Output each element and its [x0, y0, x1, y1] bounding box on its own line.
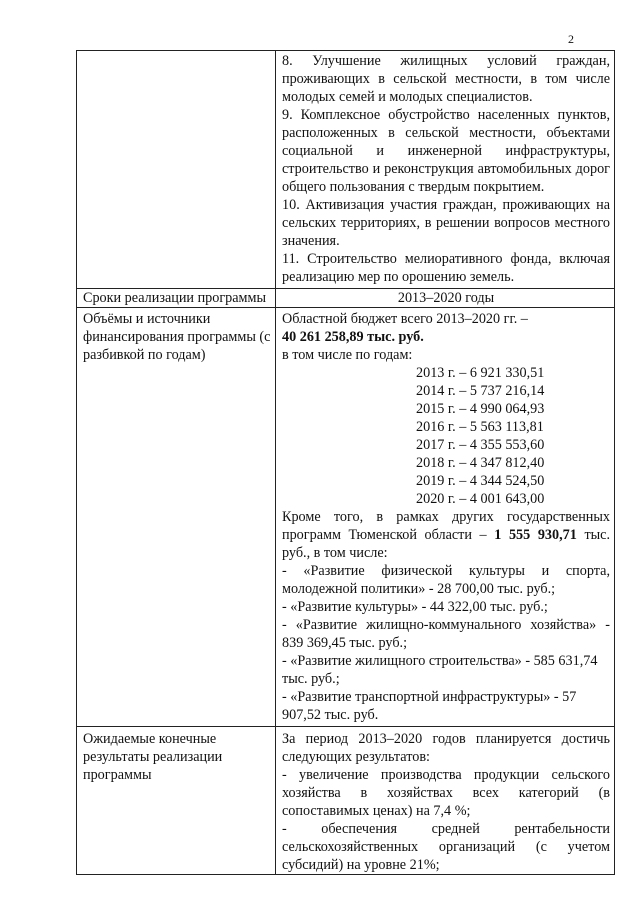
results-row: [77, 727, 615, 875]
funding-year: 2019 г. – 4 344 524,50: [416, 473, 545, 489]
other-program-item: - «Развитие жилищно-коммунального хозяйства» - 839 369,45 тыс. руб.;: [282, 617, 610, 651]
goals-label-cell: [77, 51, 276, 289]
funding-row: [77, 308, 615, 727]
other-program-item: - «Развитие транспортной инфраструктуры» - 57 907,52 тыс. руб.: [282, 689, 577, 723]
funding-intro: Областной бюджет всего 2013–2020 гг. –: [282, 311, 528, 327]
results-intro: За период 2013–2020 годов планируется достичь следующих результатов:: [282, 731, 610, 765]
other-program-item: - «Развитие физической культуры и спорта, молодежной политики» - 28 700,00 тыс. руб.;: [282, 563, 610, 597]
funding-year: 2016 г. – 5 563 113,81: [416, 419, 544, 435]
funding-year: 2017 г. – 4 355 553,60: [416, 437, 545, 453]
funding-year: 2020 г. – 4 001 643,00: [416, 491, 545, 507]
funding-including: в том числе по годам:: [282, 347, 413, 363]
funding-total: 40 261 258,89 тыс. руб.: [282, 329, 424, 345]
funding-years-list: [282, 364, 610, 508]
goals-row: [77, 51, 615, 289]
funding-cell: [276, 308, 615, 727]
other-program-item: - «Развитие культуры» - 44 322,00 тыс. руб.;: [282, 599, 548, 615]
result-item: - увеличение производства продукции сельского хозяйства в хозяйствах всех категорий (в сопоставимых ценах) на 7,4 %;: [282, 767, 610, 819]
other-programs-intro: Кроме того, в рамках других государственных программ Тюменской области – 1 555 930,71 тыс. руб., в том числе:: [282, 509, 611, 561]
goals-cell: [276, 51, 615, 289]
goal-item: 10. Активизация участия граждан, проживающих на сельских территориях, в решении вопросов местного значения.: [282, 197, 610, 249]
page-number: 2: [568, 32, 574, 46]
timeline-value: 2013–2020 годы: [276, 289, 615, 308]
results-label: Ожидаемые конечные результаты реализации программы: [77, 727, 276, 875]
result-item: - обеспечения средней рентабельности сельскохозяйственных организаций (с учетом субсидий) на уровне 21%;: [282, 821, 610, 873]
funding-year: 2013 г. – 6 921 330,51: [416, 365, 545, 381]
goal-item: 9. Комплексное обустройство населенных пунктов, расположенных в сельской местности, объектами социальной и инженерной инфраструктуры, строительство и реконструкция автомобильных дорог общего пользования с твердым покрытием.: [282, 107, 610, 195]
goal-item: 8. Улучшение жилищных условий граждан, проживающих в сельской местности, в том числе молодых семей и молодых специалистов.: [282, 53, 610, 105]
program-passport-table: [76, 50, 615, 875]
goal-item: 11. Строительство мелиоративного фонда, включая реализацию мер по орошению земель.: [282, 251, 610, 285]
funding-year: 2015 г. – 4 990 064,93: [416, 401, 545, 417]
funding-year: 2014 г. – 5 737 216,14: [416, 383, 545, 399]
other-program-item: - «Развитие жилищного строительства» - 585 631,74 тыс. руб.;: [282, 653, 598, 687]
funding-label: Объёмы и источники финансирования программы (с разбивкой по годам): [77, 308, 276, 727]
results-cell: [276, 727, 615, 875]
other-programs-total: 1 555 930,71: [494, 527, 577, 543]
funding-year: 2018 г. – 4 347 812,40: [416, 455, 545, 471]
timeline-row: [77, 289, 615, 308]
timeline-label: Сроки реализации программы: [77, 289, 276, 308]
